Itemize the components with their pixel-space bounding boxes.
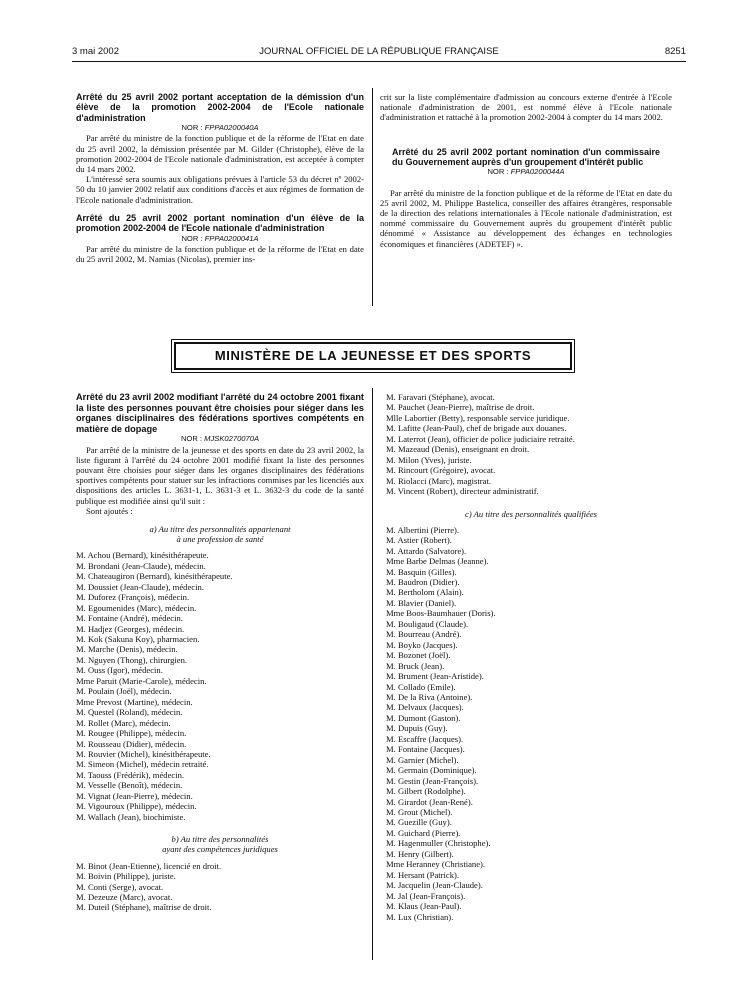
list-item: M. Laterrot (Jean), officier de police judiciaire retraité.	[386, 433, 575, 444]
list-item: M. Chateaugiron (Bernard), kinésithérapeute.	[76, 571, 233, 582]
list-item: Mme Boos-Baumhauer (Doris).	[386, 608, 496, 619]
section-b-heading: b) Au titre des personnalités ayant des compétences juridiques	[162, 834, 278, 855]
ministry-heading: MINISTÈRE DE LA JEUNESSE ET DES SPORTS	[174, 342, 572, 370]
list-item: M. Simeon (Michel), médecin retraité.	[76, 759, 209, 770]
article-2-paragraph-1: Par arrêté du ministre de la fonction publique et de la réforme de l'Etat en date du 25 avril 2002, M. Namias (Nicolas), premier ins-	[76, 243, 364, 265]
list-item: M. Baudron (Didier).	[386, 577, 460, 587]
list-item: M. Vignat (Jean-Pierre), médecin.	[76, 790, 193, 801]
list-item: M. Brument (Jean-Aristide).	[386, 671, 484, 682]
list-item: M. Egoumenides (Marc), médecin.	[76, 602, 197, 613]
list-item: M. Questel (Roland), médecin.	[76, 707, 183, 718]
list-item: M. Rincourt (Grégoire), avocat.	[386, 465, 496, 476]
list-item: M. Hagenmuller (Christophe).	[386, 838, 491, 849]
header-page-number: 8251	[664, 46, 686, 57]
article-1-paragraph-2: L'intéressé sera soumis aux obligations prévues à l'article 53 du décret nº 2002-50 du 10 janvier 2002 relatif aux conditions d'accès et aux régimes de formation de l'Ecole nationale d'administration.	[76, 174, 364, 205]
article-2-title: Arrêté du 25 avril 2002 portant nomination d'un élève de la promotion 2002-2004 de l'Ecole nationale d'administration	[76, 212, 364, 234]
list-item: Mme Paruit (Marie-Carole), médecin.	[76, 675, 207, 686]
list-item: M. Grout (Michel).	[386, 806, 453, 817]
list-item: M. Gilbert (Rodolphe).	[386, 786, 466, 797]
header-rule	[72, 61, 686, 62]
list-item: M. Marche (Denis), médecin.	[76, 644, 178, 655]
list-item: M. Lafitte (Jean-Paul), chef de brigade aux douanes.	[386, 423, 567, 434]
list-item: Mme Heranney (Christiane).	[386, 859, 486, 870]
list-item: M. Bourreau (André).	[386, 629, 462, 640]
article-3-title: Arrêté du 25 avril 2002 portant nomination d'un commissaire du Gouvernement auprès d'un groupement d'intérêt public	[392, 146, 660, 168]
list-item: M. Kok (Sakuna Koy), pharmacien.	[76, 634, 200, 645]
list-item: M. Vincent (Robert), directeur administratif.	[386, 486, 539, 497]
article-1-title: Arrêté du 25 avril 2002 portant acceptation de la démission d'un élève de la promotion 2002-2004 de l'Ecole nationale d'administration	[76, 92, 364, 123]
section-a-heading: a) Au titre des personnalités appartenant à une profession de santé	[149, 524, 291, 545]
list-item: M. Guezille (Guy).	[386, 817, 452, 828]
list-item: M. Dezeuze (Marc), avocat.	[76, 891, 173, 902]
list-item: M. Hadjez (Georges), médecin.	[76, 623, 185, 634]
list-item: M. Garnier (Michel).	[386, 754, 459, 765]
list-item: M. Bertholom (Alain).	[386, 587, 464, 598]
column-divider-bottom	[372, 388, 373, 960]
article-2-nor: NOR : FPPA0200041A	[181, 233, 259, 243]
list-item: M. Germain (Dominique).	[386, 765, 477, 776]
list-item: M. Brondani (Jean-Claude), médecin.	[76, 560, 206, 571]
list-item: M. Escaffre (Jacques).	[386, 733, 464, 744]
list-item: M. Faravari (Stéphane), avocat.	[386, 392, 495, 402]
list-item: M. Delvaux (Jacques).	[386, 702, 464, 713]
list-item: M. Binot (Jean-Etienne), licencié en droit.	[76, 860, 222, 871]
list-item: M. Basquin (Gilles).	[386, 566, 457, 577]
list-item: M. Poulain (Joël), médecin.	[76, 686, 172, 697]
list-item: M. Conti (Serge), avocat.	[76, 881, 164, 892]
list-item: M. Fontaine (Jacques).	[386, 744, 465, 755]
list-item: M. Boivin (Philippe), juriste.	[76, 871, 176, 882]
column-divider-top	[372, 88, 373, 306]
list-item: M. Henry (Gilbert).	[386, 848, 454, 859]
list-item: M. Nguyen (Thong), chirurgien.	[76, 654, 188, 665]
list-item: Mme Barbe Delmas (Jeanne).	[386, 556, 489, 567]
list-item: M. Bruck (Jean).	[386, 660, 445, 671]
list-item: M. Klaus (Jean-Paul).	[386, 901, 462, 912]
list-item: M. Duteil (Stéphane), maîtrise de droit.	[76, 902, 212, 913]
list-item: M. Riolacci (Marc), magistrat.	[386, 475, 492, 486]
list-item: M. Jal (Jean-François).	[386, 890, 466, 901]
list-item: M. Gestin (Jean-François).	[386, 775, 479, 786]
list-item: M. Bozonet (Joël).	[386, 650, 451, 661]
article-1-nor: NOR : FPPA0200040A	[181, 123, 259, 133]
section-c-heading: c) Au titre des personnalités qualifiées	[465, 508, 597, 519]
section-b-list-continued	[386, 392, 676, 497]
list-item: M. Dupuis (Guy).	[386, 723, 448, 734]
top-right-column	[380, 92, 672, 249]
section-a-list	[76, 550, 364, 822]
list-item: Mlle Labortier (Betty), responsable service juridique.	[386, 412, 570, 423]
section-b-list	[76, 861, 364, 913]
list-item: M. Blavier (Daniel).	[386, 597, 457, 608]
list-item: M. Fontaine (André), médecin.	[76, 613, 183, 624]
decree-paragraph-1: Par arrêté de la ministre de la jeunesse et des sports en date du 23 avril 2002, la liste figurant à l'arrêté du 24 octobre 2001 modifié fixant la liste des personnes pouvant être choisies pour siéger dans les organes disciplinaires des fédérations sportives compétents pour statuer sur les infractions commises par les licenciés aux dispositions des articles L. 3631-1, L. 3631-3 et L. 3632-3 du code de la santé publique est modifiée ainsi qu'il suit :	[76, 444, 364, 506]
list-item: M. Girardot (Jean-René).	[386, 796, 473, 807]
decree-nor: NOR : MJSK0270070A	[180, 434, 260, 444]
bottom-left-column	[76, 392, 364, 913]
article-1-paragraph-1: Par arrêté du ministre de la fonction publique et de la réforme de l'Etat en date du 25 avril 2002, la démission présentée par M. Gilder (Christophe), élève de la promotion 2002-2004 de l'Ecole nationale d'administration, est acceptée à compter du 14 mars 2002.	[76, 133, 364, 175]
decree-paragraph-2: Sont ajoutés :	[86, 505, 133, 516]
list-item: M. Guichard (Pierre).	[386, 827, 461, 838]
list-item: M. Boyko (Jacques).	[386, 639, 458, 650]
list-item: M. Albertini (Pierre).	[386, 524, 460, 535]
list-item: M. Hersant (Patrick).	[386, 869, 460, 880]
list-item: M. Rouvier (Michel), kinésithérapeute.	[76, 749, 211, 760]
list-item: M. Milon (Yves), juriste.	[386, 454, 472, 465]
list-item: M. Bouligaud (Claude).	[386, 618, 469, 629]
list-item: M. Lux (Christian).	[386, 911, 454, 922]
section-c-list	[386, 525, 676, 922]
list-item: M. Doussiet (Jean-Claude), médecin.	[76, 581, 204, 592]
list-item: M. Duforez (François), médecin.	[76, 592, 190, 603]
list-item: M. Dumont (Gaston).	[386, 712, 461, 723]
list-item: M. Mazeaud (Denis), enseignant en droit.	[386, 444, 530, 455]
bottom-right-column	[386, 392, 676, 922]
list-item: M. Pauchet (Jean-Pierre), maîtrise de droit.	[386, 402, 535, 413]
list-item: M. Collado (Emile).	[386, 681, 456, 692]
list-item: M. Jacquelin (Jean-Claude).	[386, 880, 483, 891]
header-date: 3 mai 2002	[72, 46, 120, 57]
top-left-column	[76, 92, 364, 264]
list-item: M. Wallach (Jean), biochimiste.	[76, 811, 186, 822]
list-item: M. Rougee (Philippe), médecin.	[76, 728, 187, 739]
article-2-continuation: crit sur la liste complémentaire d'admission au concours externe d'entrée à l'Ecole nationale d'administration de 2001, est nommé élève à l'Ecole nationale d'administration et rattaché à la promotion 2002-2004 à compter du 14 mars 2002.	[380, 92, 672, 123]
list-item: M. Vigouroux (Philippe), médecin.	[76, 801, 197, 812]
list-item: M. Vesselle (Benoît), médecin.	[76, 780, 183, 791]
list-item: M. Rousseau (Didier), médecin.	[76, 738, 187, 749]
list-item: M. Ouss (Igor), médecin.	[76, 665, 163, 676]
list-item: M. Achou (Bernard), kinésithérapeute.	[76, 550, 209, 561]
article-3-paragraph-1: Par arrêté du ministre de la fonction publique et de la réforme de l'Etat en date du 25 avril 2002, M. Philippe Bastelica, conseiller des affaires étrangères, responsable de la direction des relations internationales à l'Ecole nationale d'administration, est nommé commissaire du Gouvernement auprès du groupement d'intérêt public dénommé « Assistance au développement des échanges en technologies économiques et financières (ADETEF) ».	[380, 187, 672, 249]
header-journal-title: JOURNAL OFFICIEL DE LA RÉPUBLIQUE FRANÇAISE	[259, 46, 499, 57]
list-item: M. Rollet (Marc), médecin.	[76, 717, 171, 728]
article-3-nor: NOR : FPPA0200044A	[487, 167, 565, 177]
list-item: M. Attardo (Salvatore).	[386, 545, 467, 556]
list-item: Mme Prevost (Martine), médecin.	[76, 696, 193, 707]
running-header	[72, 46, 686, 60]
decree-title: Arrêté du 23 avril 2002 modifiant l'arrêté du 24 octobre 2001 fixant la liste des personnes pouvant être choisies pour siéger dans les organes disciplinaires des fédérations sportives compétents en matière de dopage	[76, 392, 364, 434]
list-item: M. De la Riva (Antoine).	[386, 691, 473, 702]
list-item: M. Astier (Robert).	[386, 535, 452, 546]
list-item: M. Taouss (Frédérik), médecin.	[76, 769, 185, 780]
